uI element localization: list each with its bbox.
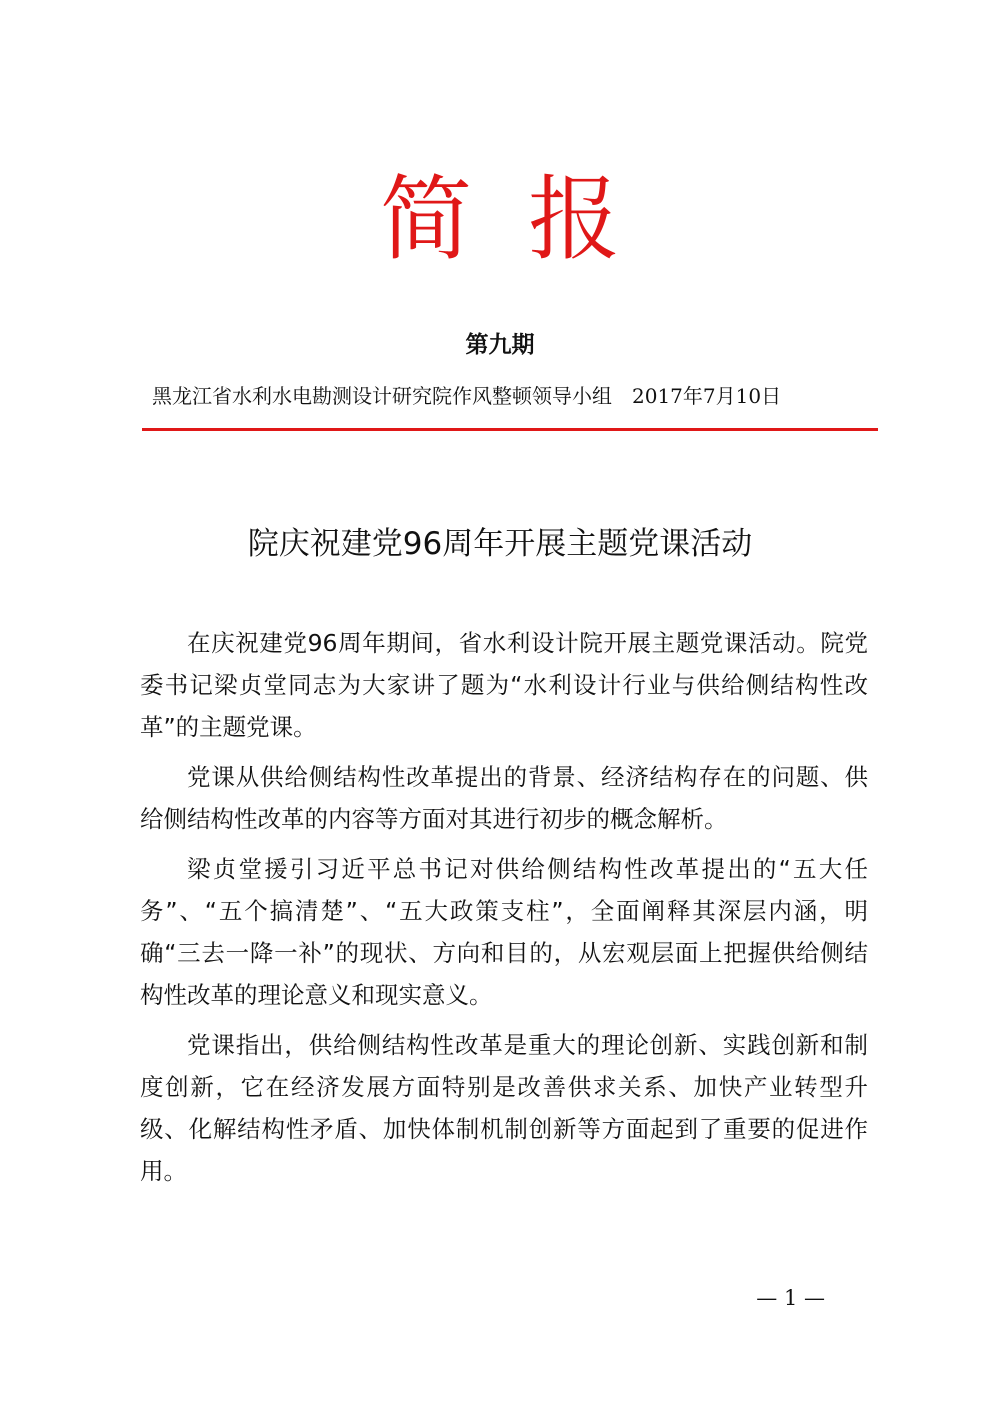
page-number: — 1 — bbox=[756, 1286, 825, 1310]
masthead-title: 简报 bbox=[379, 166, 676, 273]
publish-date: 2017年7月10日 bbox=[632, 384, 782, 408]
publisher-line bbox=[152, 382, 872, 410]
article-body bbox=[140, 622, 868, 1200]
publisher-name: 黑龙江省水利水电勘测设计研究院作风整顿领导小组 bbox=[152, 384, 612, 408]
header-divider bbox=[142, 428, 878, 431]
paragraph: 梁贞堂援引习近平总书记对供给侧结构性改革提出的“五大任务”、“五个搞清楚”、“五大政策支柱”，全面阐释其深层内涵，明确“三去一降一补”的现状、方向和目的，从宏观层面上把握供给侧结构性改革的理论意义和现实意义。 bbox=[140, 855, 868, 1009]
article-title: 院庆祝建党96周年开展主题党课活动 bbox=[247, 526, 753, 562]
paragraph: 在庆祝建党96周年期间，省水利设计院开展主题党课活动。院党委书记梁贞堂同志为大家讲了题为“水利设计行业与供给侧结构性改革”的主题党课。 bbox=[140, 629, 868, 741]
paragraph: 党课从供给侧结构性改革提出的背景、经济结构存在的问题、供给侧结构性改革的内容等方面对其进行初步的概念解析。 bbox=[140, 763, 868, 833]
issue-number: 第九期 bbox=[465, 332, 535, 358]
paragraph: 党课指出，供给侧结构性改革是重大的理论创新、实践创新和制度创新，它在经济发展方面特别是改善供求关系、加快产业转型升级、化解结构性矛盾、加快体制机制创新等方面起到了重要的促进作用。 bbox=[140, 1031, 868, 1185]
